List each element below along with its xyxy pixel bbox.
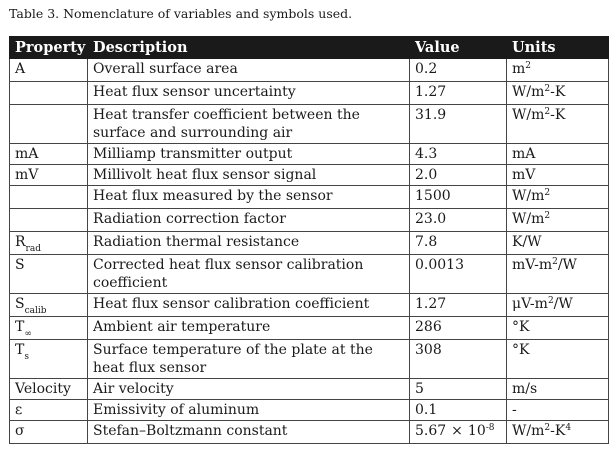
units-text: mV-m bbox=[512, 257, 553, 273]
table-row bbox=[10, 82, 609, 105]
cell-description: Ambient air temperature bbox=[88, 317, 410, 340]
units-tail: -K bbox=[550, 423, 566, 439]
property-subscript: ∞ bbox=[24, 329, 32, 339]
cell-description: Air velocity bbox=[88, 379, 410, 400]
nomenclature-table bbox=[9, 36, 609, 444]
property-symbol: R bbox=[15, 234, 26, 250]
units-superscript: 2 bbox=[547, 296, 554, 306]
cell-units bbox=[507, 144, 609, 165]
cell-property bbox=[10, 400, 88, 421]
cell-value bbox=[410, 421, 507, 444]
units-text: K/W bbox=[512, 234, 542, 250]
cell-description: Heat transfer coefficient between the surface and surrounding air bbox=[88, 105, 410, 144]
property-symbol: mV bbox=[15, 167, 39, 183]
table-caption: Table 3. Nomenclature of variables and symbols used. bbox=[9, 6, 353, 21]
units-superscript: 2 bbox=[525, 61, 532, 71]
cell-property bbox=[10, 340, 88, 379]
units-text: W/m bbox=[512, 423, 545, 439]
cell-description: Radiation correction factor bbox=[88, 209, 410, 232]
cell-units bbox=[507, 82, 609, 105]
cell-value bbox=[410, 209, 507, 232]
header-value: Value bbox=[410, 37, 507, 59]
value-number: 0.1 bbox=[415, 402, 438, 418]
units-superscript: 2 bbox=[544, 107, 551, 117]
value-number: 1500 bbox=[415, 188, 451, 204]
cell-description: Heat flux measured by the sensor bbox=[88, 186, 410, 209]
table-row bbox=[10, 340, 609, 379]
cell-value bbox=[410, 379, 507, 400]
property-symbol: T bbox=[15, 319, 25, 335]
cell-units bbox=[507, 317, 609, 340]
cell-value bbox=[410, 255, 507, 294]
property-subscript: rad bbox=[25, 244, 41, 254]
units-text: mV bbox=[512, 167, 536, 183]
value-number: 5 bbox=[415, 381, 424, 397]
value-number: 5.67 bbox=[415, 423, 447, 439]
cell-description: Emissivity of aluminum bbox=[88, 400, 410, 421]
property-symbol: σ bbox=[15, 423, 25, 439]
cell-units bbox=[507, 400, 609, 421]
table-row bbox=[10, 144, 609, 165]
table-row bbox=[10, 59, 609, 82]
units-superscript: 2 bbox=[544, 188, 551, 198]
cell-value bbox=[410, 317, 507, 340]
cell-property bbox=[10, 165, 88, 186]
cell-units bbox=[507, 59, 609, 82]
cell-description: Radiation thermal resistance bbox=[88, 232, 410, 255]
cell-units bbox=[507, 186, 609, 209]
cell-value bbox=[410, 105, 507, 144]
cell-property bbox=[10, 255, 88, 294]
table-row bbox=[10, 232, 609, 255]
table-row bbox=[10, 294, 609, 317]
units-superscript: 2 bbox=[544, 84, 551, 94]
value-number: 286 bbox=[415, 319, 442, 335]
table-row bbox=[10, 400, 609, 421]
property-symbol: A bbox=[15, 61, 26, 77]
units-text: W/m bbox=[512, 211, 545, 227]
property-symbol: ε bbox=[15, 402, 23, 418]
cell-description: Milliamp transmitter output bbox=[88, 144, 410, 165]
units-text: μV-m bbox=[512, 296, 548, 312]
cell-description: Millivolt heat flux sensor signal bbox=[88, 165, 410, 186]
cell-description: Corrected heat flux sensor calibration coefficient bbox=[88, 255, 410, 294]
units-superscript: 4 bbox=[565, 423, 572, 433]
value-times-sign: × bbox=[451, 423, 463, 439]
units-tail: /W bbox=[557, 257, 577, 273]
property-symbol: S bbox=[15, 257, 25, 273]
cell-units bbox=[507, 255, 609, 294]
cell-description: Overall surface area bbox=[88, 59, 410, 82]
cell-value bbox=[410, 186, 507, 209]
value-number: 0.0013 bbox=[415, 257, 464, 273]
header-description: Description bbox=[88, 37, 410, 59]
units-text: °K bbox=[512, 342, 530, 358]
units-tail: /W bbox=[553, 296, 573, 312]
table-row bbox=[10, 255, 609, 294]
cell-value bbox=[410, 59, 507, 82]
cell-value bbox=[410, 340, 507, 379]
units-text: mA bbox=[512, 146, 536, 162]
units-text: W/m bbox=[512, 188, 545, 204]
value-number: 7.8 bbox=[415, 234, 438, 250]
units-text: m bbox=[512, 61, 526, 77]
cell-description: Surface temperature of the plate at the heat flux sensor bbox=[88, 340, 410, 379]
units-text: W/m bbox=[512, 107, 545, 123]
cell-value bbox=[410, 294, 507, 317]
table-row bbox=[10, 165, 609, 186]
units-text: - bbox=[512, 402, 517, 418]
property-symbol: S bbox=[15, 296, 25, 312]
table-body bbox=[10, 59, 609, 444]
cell-property bbox=[10, 105, 88, 144]
value-exp-base: 10 bbox=[467, 423, 486, 439]
cell-units bbox=[507, 421, 609, 444]
units-tail: -K bbox=[550, 107, 566, 123]
value-number: 0.2 bbox=[415, 61, 438, 77]
cell-units bbox=[507, 105, 609, 144]
property-subscript: calib bbox=[24, 306, 47, 316]
value-number: 2.0 bbox=[415, 167, 438, 183]
header-units: Units bbox=[507, 37, 609, 59]
cell-property bbox=[10, 294, 88, 317]
property-symbol: T bbox=[15, 342, 25, 358]
table-row bbox=[10, 379, 609, 400]
table-row bbox=[10, 421, 609, 444]
cell-value bbox=[410, 82, 507, 105]
property-symbol: mA bbox=[15, 146, 39, 162]
value-number: 31.9 bbox=[415, 107, 447, 123]
units-text: W/m bbox=[512, 84, 545, 100]
table-header bbox=[10, 37, 609, 59]
value-number: 1.27 bbox=[415, 84, 447, 100]
header-row bbox=[10, 37, 609, 59]
cell-description: Heat flux sensor calibration coefficient bbox=[88, 294, 410, 317]
table-row bbox=[10, 209, 609, 232]
cell-property bbox=[10, 59, 88, 82]
value-number: 4.3 bbox=[415, 146, 438, 162]
cell-property bbox=[10, 379, 88, 400]
cell-property bbox=[10, 232, 88, 255]
units-superscript: 2 bbox=[544, 211, 551, 221]
table-row bbox=[10, 317, 609, 340]
cell-property bbox=[10, 82, 88, 105]
cell-units bbox=[507, 165, 609, 186]
cell-value bbox=[410, 165, 507, 186]
property-symbol: Velocity bbox=[15, 381, 71, 397]
cell-property bbox=[10, 144, 88, 165]
value-number: 308 bbox=[415, 342, 442, 358]
value-number: 1.27 bbox=[415, 296, 447, 312]
units-text: °K bbox=[512, 319, 530, 335]
cell-description: Stefan–Boltzmann constant bbox=[88, 421, 410, 444]
cell-value bbox=[410, 232, 507, 255]
cell-property bbox=[10, 209, 88, 232]
cell-value bbox=[410, 400, 507, 421]
cell-units bbox=[507, 232, 609, 255]
cell-property bbox=[10, 317, 88, 340]
cell-value bbox=[410, 144, 507, 165]
units-superscript: 2 bbox=[544, 423, 551, 433]
units-tail: -K bbox=[550, 84, 566, 100]
table-row bbox=[10, 186, 609, 209]
units-superscript: 2 bbox=[552, 257, 558, 267]
cell-description: Heat flux sensor uncertainty bbox=[88, 82, 410, 105]
table-row bbox=[10, 105, 609, 144]
value-exponent: -8 bbox=[485, 423, 495, 433]
units-text: m/s bbox=[512, 381, 538, 397]
cell-units bbox=[507, 294, 609, 317]
header-property: Property bbox=[10, 37, 88, 59]
cell-units bbox=[507, 379, 609, 400]
cell-units bbox=[507, 209, 609, 232]
cell-property bbox=[10, 186, 88, 209]
cell-property bbox=[10, 421, 88, 444]
value-number: 23.0 bbox=[415, 211, 447, 227]
cell-units bbox=[507, 340, 609, 379]
property-subscript: s bbox=[24, 352, 29, 362]
